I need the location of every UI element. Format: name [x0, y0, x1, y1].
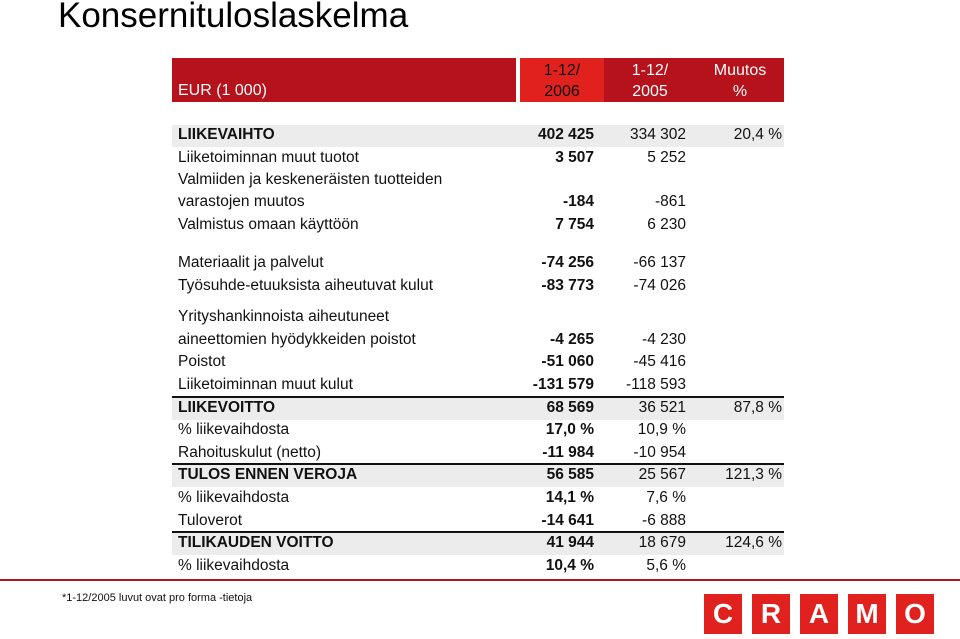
row-value-2005: -4 230 [642, 331, 686, 348]
header-2005 [604, 60, 696, 102]
row-value-2005: -10 954 [633, 444, 686, 461]
row-value-2006: -83 773 [541, 277, 594, 294]
row-value-muutos: 124,6 % [725, 534, 782, 551]
row-label: Poistot [178, 353, 226, 370]
row-value-2006: -4 265 [550, 331, 594, 348]
row-value-2006: 17,0 % [545, 421, 594, 438]
row-value-2006: -74 256 [541, 254, 594, 271]
row-label: Valmistus omaan käyttöön [178, 216, 359, 233]
header-2005-line2: 2005 [632, 83, 668, 100]
rule-voitto [172, 531, 784, 533]
header-muutos-line1: Muutos [713, 62, 767, 79]
row-label: Rahoituskulut (netto) [178, 444, 322, 461]
row-value-2005: 6 230 [647, 216, 686, 233]
table-header [172, 58, 784, 102]
header-muutos-line2: % [732, 83, 748, 100]
row-value-2005: -118 593 [625, 376, 686, 393]
logo-letter-r: R [752, 594, 790, 634]
logo-letter-o: O [896, 594, 934, 634]
row-label: Liiketoiminnan muut tuotot [178, 149, 359, 166]
row-label: Materiaalit ja palvelut [178, 254, 324, 271]
row-value-2006: -14 641 [541, 512, 594, 529]
footer-line [0, 579, 960, 581]
row-value-2005: 7,6 % [646, 489, 686, 506]
rule-tulos [172, 463, 784, 465]
row-value-2005: -66 137 [633, 254, 686, 271]
logo-letter-m: M [848, 594, 886, 634]
header-currency: EUR (1 000) [178, 82, 267, 99]
row-label: % liikevaihdosta [178, 421, 290, 438]
footnote: *1-12/2005 luvut ovat pro forma -tietoja [62, 592, 253, 604]
row-value-2006: -51 060 [541, 353, 594, 370]
row-value-2006: 41 944 [546, 534, 594, 551]
row-label: LIIKEVOITTO [178, 399, 276, 416]
row-value-muutos: 87,8 % [733, 399, 782, 416]
header-2006 [520, 60, 604, 102]
row-value-2005: -74 026 [633, 277, 686, 294]
row-value-2005: -45 416 [633, 353, 686, 370]
row-value-2005: 25 567 [638, 466, 686, 483]
row-value-2006: 7 754 [555, 216, 594, 233]
logo-letter-a: A [800, 594, 838, 634]
row-value-2005: 334 302 [629, 126, 686, 143]
row-value-2005: 5 252 [647, 149, 686, 166]
row-value-2005: -6 888 [642, 512, 686, 529]
logo-letter-c: C [704, 594, 742, 634]
row-value-2005: 5,6 % [646, 557, 686, 574]
row-value-muutos: 121,3 % [725, 466, 782, 483]
row-value-2005: 10,9 % [637, 421, 686, 438]
row-label: Yrityshankinnoista aiheutuneet [178, 308, 390, 325]
row-value-2006: 14,1 % [545, 489, 594, 506]
header-2006-line1: 1-12/ [543, 62, 581, 79]
header-muutos-cell [696, 58, 784, 102]
row-value-2005: 18 679 [638, 534, 686, 551]
row-label: LIIKEVAIHTO [178, 126, 275, 143]
row-label: % liikevaihdosta [178, 489, 290, 506]
row-value-2006: 10,4 % [545, 557, 594, 574]
row-label: TULOS ENNEN VEROJA [178, 466, 358, 483]
header-2005-cell [604, 58, 696, 102]
row-label: varastojen muutos [178, 193, 305, 210]
row-label: TILIKAUDEN VOITTO [178, 534, 334, 551]
row-value-2006: 402 425 [537, 126, 594, 143]
header-2005-line1: 1-12/ [631, 62, 669, 79]
cramo-logo [704, 594, 936, 634]
row-value-2005: -861 [654, 193, 686, 210]
row-label: Tuloverot [178, 512, 243, 529]
row-label: Liiketoiminnan muut kulut [178, 376, 353, 393]
row-value-2006: -11 984 [542, 444, 594, 461]
header-muutos [696, 60, 784, 102]
row-label: Työsuhde-etuuksista aiheutuvat kulut [178, 277, 434, 294]
row-value-2006: -184 [562, 193, 594, 210]
row-value-2006: 56 585 [546, 466, 594, 483]
header-2006-cell [520, 58, 604, 102]
row-value-2005: 36 521 [638, 399, 686, 416]
page-title: Konsernituloslaskelma [58, 0, 409, 35]
row-label: % liikevaihdosta [178, 557, 290, 574]
header-currency-cell [172, 58, 516, 102]
row-value-muutos: 20,4 % [733, 126, 782, 143]
row-value-2006: -131 579 [532, 376, 594, 393]
header-2006-line2: 2006 [544, 83, 580, 100]
row-value-2006: 68 569 [546, 399, 594, 416]
row-value-2006: 3 507 [555, 149, 594, 166]
row-label: aineettomien hyödykkeiden poistot [178, 331, 416, 348]
rule-liikevoitto [172, 396, 784, 398]
row-label: Valmiiden ja keskeneräisten tuotteiden [178, 171, 443, 188]
